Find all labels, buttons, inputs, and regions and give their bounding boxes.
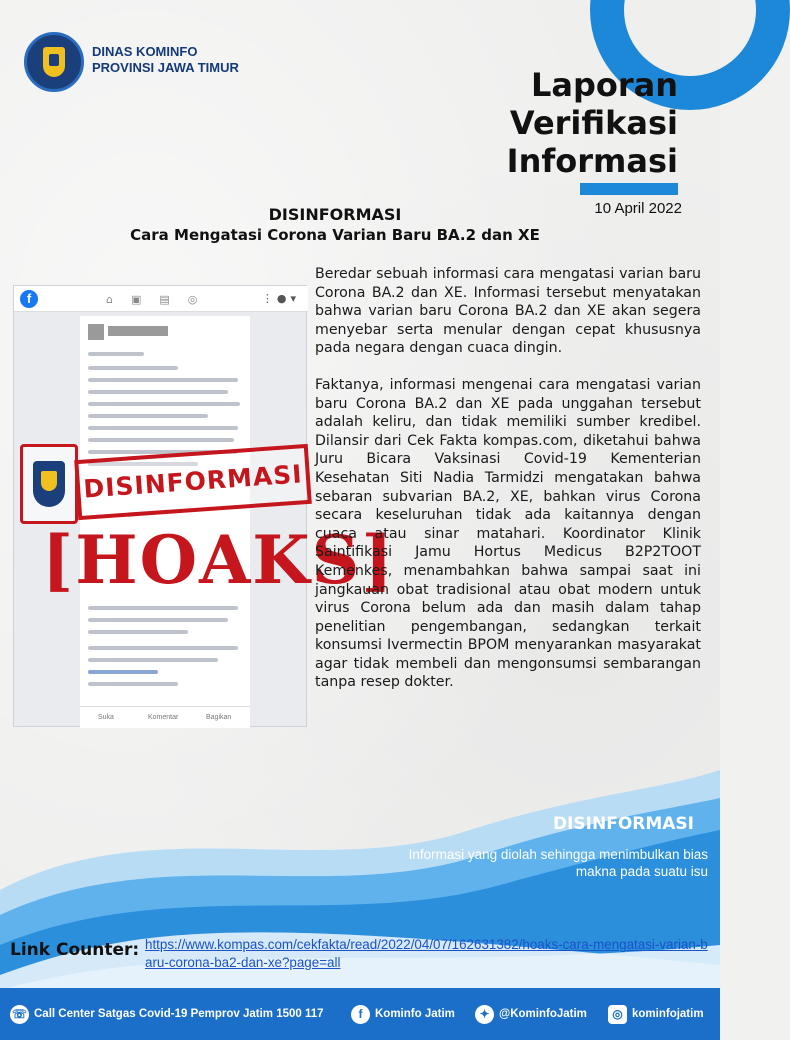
title-line-1: Laporan	[530, 66, 678, 104]
call-center	[10, 1004, 324, 1024]
article-paragraph-2: Faktanya, informasi mengenai cara mengatasi varian baru Corona BA.2 dan XE pada unggahan tersebut adalah keliru, dan tidak memiliki sumber kredibel. Dilansir dari Cek Fakta kompas.com, diketahui bahwa Juru Bicara Vaksinasi Covid-19 Kementerian Kesehatan Siti Nadia Tarmidzi mengatakan bahwa sebaran subvarian BA.2, XE, bahkan virus Corona secara keseluruhan tidak ada kaitannya dengan cuaca atau sinar matahari. Koordinator Klinik Saintifikasi Jamu Hortus Medicus B2P2TOOT Kemenkes, menambahkan bahwa sampai saat ini jangkauan obat tradisional atau obat modern untuk virus Corona belum ada dan masih dalam tahap penelitian pengembangan, sedangkan terkait konsumsi Ivermectin BPOM menyarankan masyarakat agar tidak membeli dan mengonsumsi sembarangan tanpa resep dokter.	[315, 376, 701, 691]
facebook-nav-icons: ⌂▣▤◎	[106, 293, 216, 306]
article-heading	[80, 204, 590, 245]
redacted-name	[108, 326, 168, 336]
article-paragraph-1: Beredar sebuah informasi cara mengatasi varian baru Corona BA.2 dan XE. Informasi tersebut menyatakan bahwa varian baru Corona BA.2 dan XE akan segera menyebar serta menular dengan cepat khususnya pada negara dengan cuaca dingin.	[315, 266, 701, 357]
disinformasi-stamp: DISINFORMASI	[74, 444, 312, 520]
stamp-logo-icon	[20, 444, 78, 524]
instagram-text: kominfojatim	[632, 1008, 704, 1020]
title-line-2: Verifikasi	[509, 104, 678, 142]
like-button: Suka	[98, 714, 114, 721]
facebook-topbar	[14, 286, 308, 312]
instagram-link[interactable]	[608, 1004, 704, 1024]
link-counter-url[interactable]: https://www.kompas.com/cekfakta/read/2022/04/07/162631382/hoaks-cara-mengatasi-varian-baru-corona-ba2-dan-xe?page=all	[145, 937, 708, 970]
article-body	[315, 265, 701, 710]
footer-bar	[0, 990, 720, 1040]
twitter-text: @KominfoJatim	[499, 1008, 587, 1020]
org-line-1: DINAS KOMINFO	[92, 44, 198, 59]
instagram-icon: ◎	[608, 1005, 627, 1024]
report-date: 10 April 2022	[594, 200, 682, 217]
phone-icon: ☏	[10, 1005, 29, 1024]
facebook-icon: f	[351, 1005, 370, 1024]
definition-title: DISINFORMASI	[552, 814, 694, 834]
title-underline-bar	[580, 183, 678, 195]
comment-button: Komentar	[148, 714, 179, 721]
post-actions	[80, 706, 250, 728]
jatim-logo-icon	[24, 32, 84, 92]
organization-name	[92, 44, 239, 76]
hoaks-stamp: [HOAKS]	[42, 521, 395, 599]
twitter-icon: ✦	[475, 1005, 494, 1024]
report-title	[507, 66, 678, 180]
title-line-3: Informasi	[506, 142, 678, 180]
link-counter-label: Link Counter:	[10, 940, 140, 960]
hoax-screenshot	[13, 285, 395, 727]
facebook-icon: f	[20, 290, 38, 308]
article-label: DISINFORMASI	[268, 205, 402, 224]
call-center-text: Call Center Satgas Covid-19 Pemprov Jatim 1500 117	[34, 1008, 324, 1020]
facebook-menu-icons: ⋮●▾	[261, 292, 300, 305]
org-line-2: PROVINSI JAWA TIMUR	[92, 60, 239, 75]
redacted-avatar	[88, 324, 104, 340]
definition-text: Informasi yang diolah sehingga menimbulkan bias makna pada suatu isu	[408, 847, 708, 879]
facebook-link[interactable]	[351, 1004, 455, 1024]
article-headline: Cara Mengatasi Corona Varian Baru BA.2 dan XE	[130, 226, 540, 244]
facebook-text: Kominfo Jatim	[375, 1008, 455, 1020]
share-button: Bagikan	[206, 714, 232, 721]
twitter-link[interactable]	[475, 1004, 587, 1024]
